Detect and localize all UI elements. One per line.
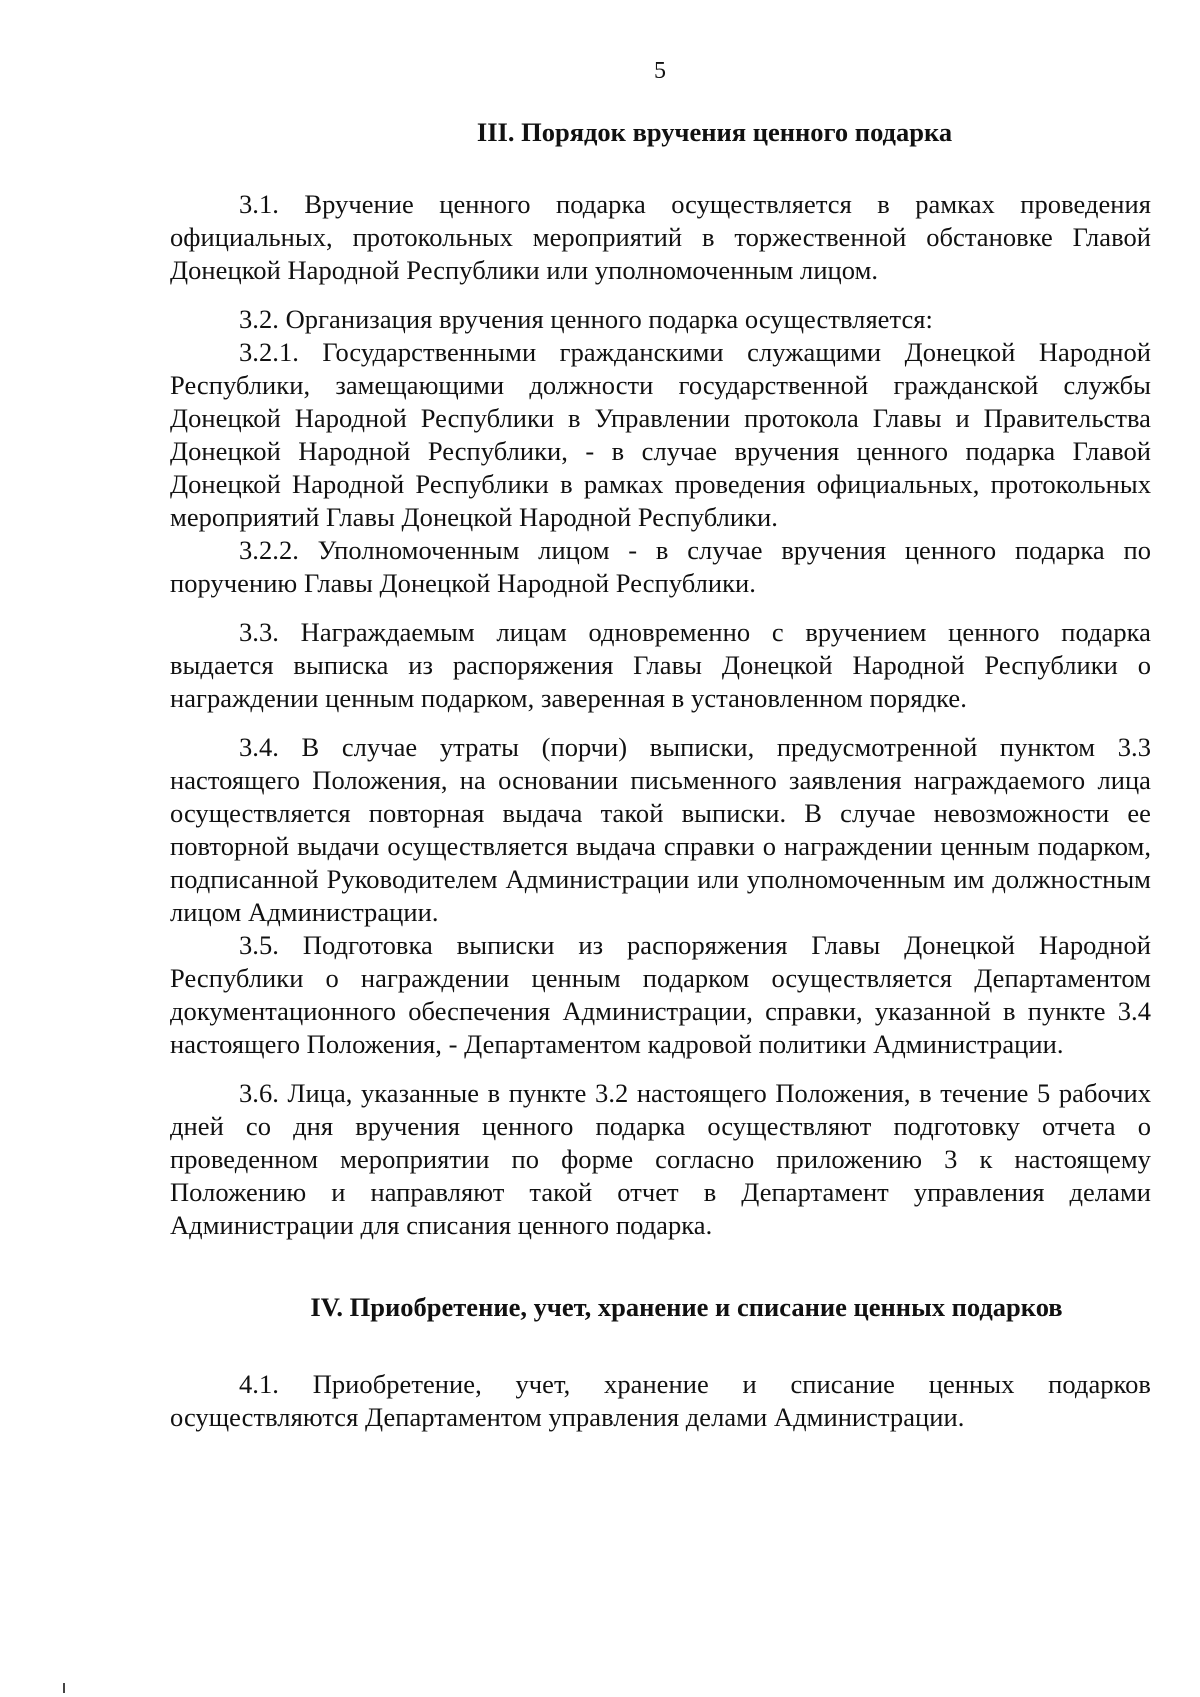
page-number: 5 <box>654 58 666 84</box>
paragraph-3-4: 3.4. В случае утраты (порчи) выписки, предусмотренной пунктом 3.3 настоящего Положения, на основании письменного заявления награждаемого лица осуществляется повторная выдача такой выписки. В случае невозможности ее повторной выдачи осуществляется выдача справки о награждении ценным подарком, подписанной Руководителем Администрации или уполномоченным им должностным лицом Администрации. <box>170 732 1151 927</box>
document-body <box>170 116 1151 1434</box>
section-4-heading: IV. Приобретение, учет, хранение и списание ценных подарков <box>310 1292 1063 1322</box>
section-3-heading: III. Порядок вручения ценного подарка <box>476 117 953 147</box>
scan-edge-mark <box>63 1683 65 1693</box>
paragraph-3-3: 3.3. Награждаемым лицам одновременно с вручением ценного подарка выдается выписка из распоряжения Главы Донецкой Народной Республики о награждении ценным подарком, заверенная в установленном порядке. <box>170 617 1151 713</box>
paragraph-3-2-2: 3.2.2. Уполномоченным лицом - в случае вручения ценного подарка по поручению Главы Донецкой Народной Республики. <box>170 535 1151 598</box>
paragraph-4-1: 4.1. Приобретение, учет, хранение и списание ценных подарков осуществляются Департаментом управления делами Администрации. <box>170 1369 1151 1432</box>
paragraph-3-2: 3.2. Организация вручения ценного подарка осуществляется: <box>239 304 933 334</box>
paragraph-3-5: 3.5. Подготовка выписки из распоряжения Главы Донецкой Народной Республики о награждении ценным подарком осуществляется Департаментом документационного обеспечения Администрации, справки, указанной в пункте 3.4 настоящего Положения, - Департаментом кадровой политики Администрации. <box>170 930 1151 1059</box>
paragraph-3-2-1: 3.2.1. Государственными гражданскими служащими Донецкой Народной Республики, замещающими должности государственной гражданской службы Донецкой Народной Республики в Управлении протокола Главы и Правительства Донецкой Народной Республики, - в случае вручения ценного подарка Главой Донецкой Народной Республики в рамках проведения официальных, протокольных мероприятий Главы Донецкой Народной Республики. <box>170 337 1151 532</box>
paragraph-3-1: 3.1. Вручение ценного подарка осуществляется в рамках проведения официальных, протокольных мероприятий в торжественной обстановке Главой Донецкой Народной Республики или уполномоченным лицом. <box>170 189 1151 285</box>
paragraph-3-6: 3.6. Лица, указанные в пункте 3.2 настоящего Положения, в течение 5 рабочих дней со дня вручения ценного подарка осуществляют подготовку отчета о проведенном мероприятии по форме согласно приложению 3 к настоящему Положению и направляют такой отчет в Департамент управления делами Администрации для списания ценного подарка. <box>170 1078 1151 1240</box>
